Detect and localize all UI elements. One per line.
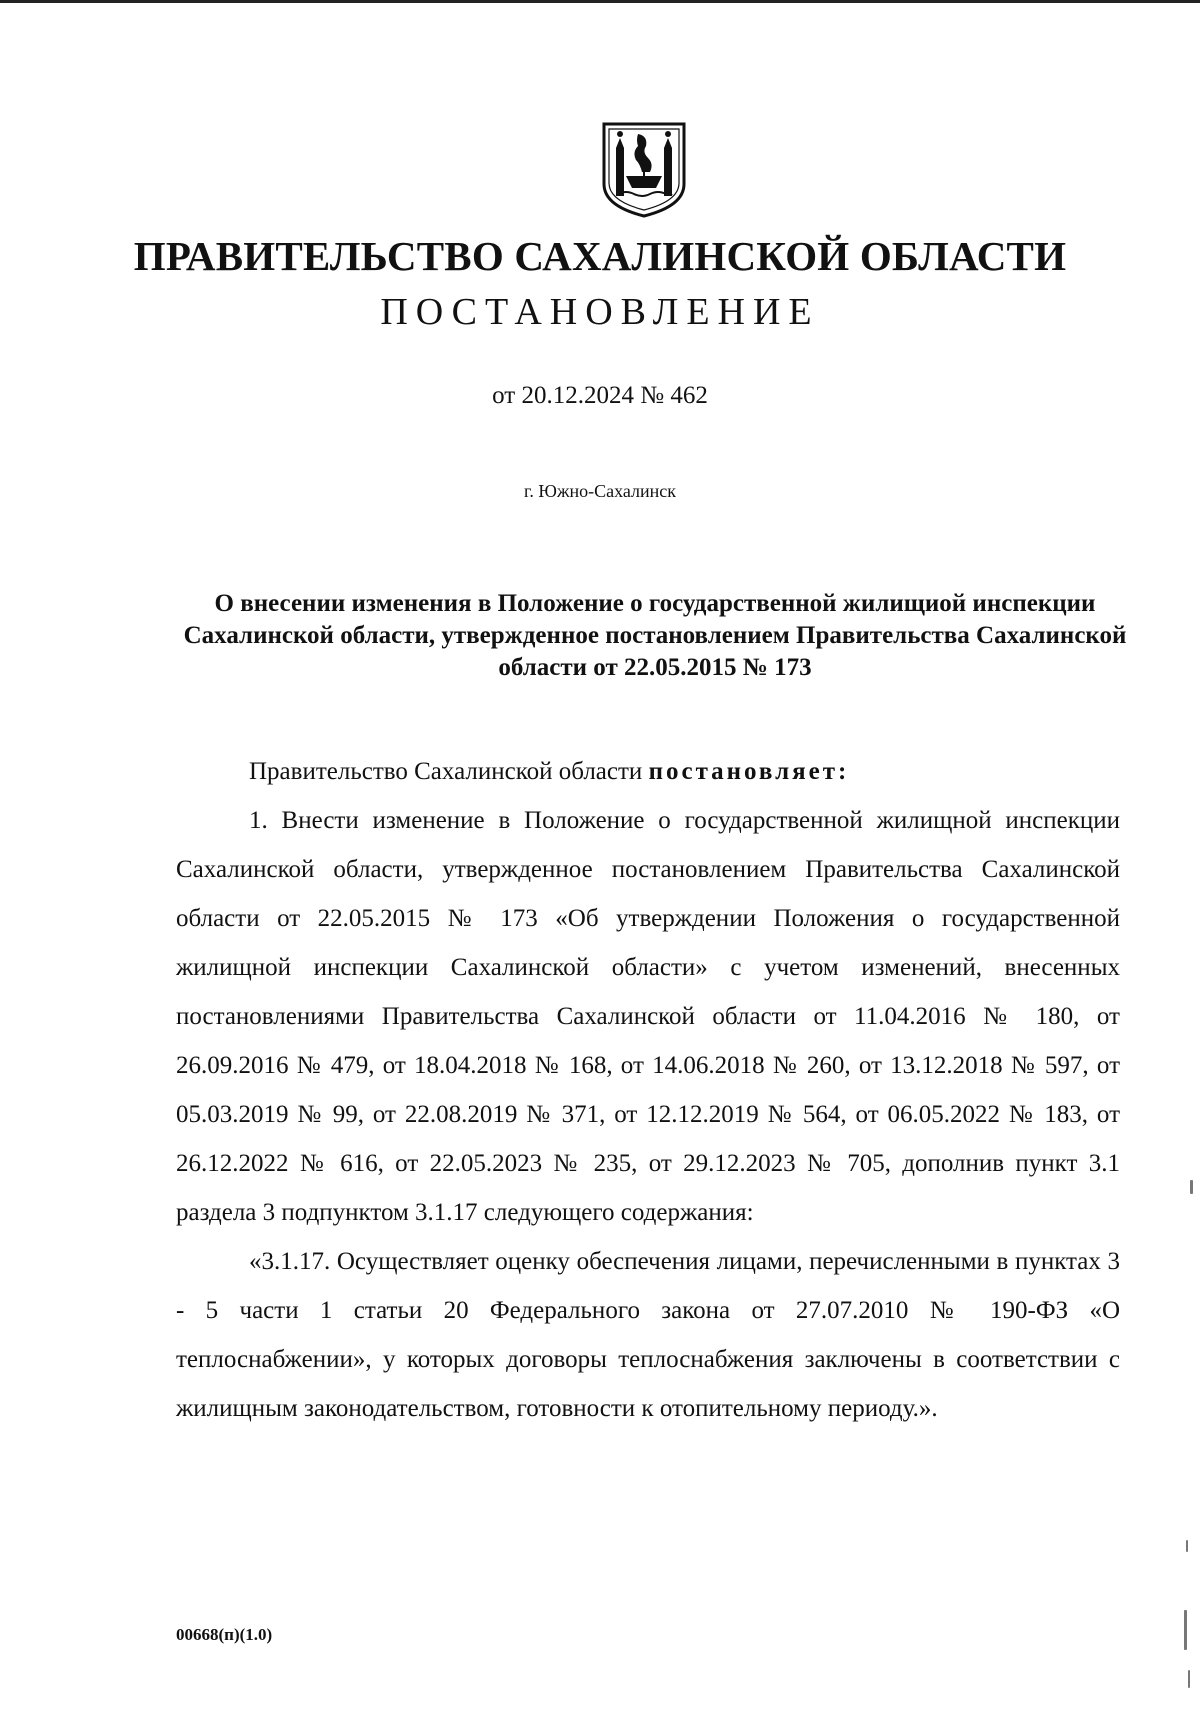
- scan-speck: [1190, 1180, 1193, 1194]
- paragraph-2: «3.1.17. Осуществляет оценку обеспечения лицами, перечисленными в пунктах 3 - 5 части 1 статьи 20 Федерального закона от 27.07.2010 № 190-ФЗ «О теплоснабжении», у которых договоры теплоснабжения заключены в соответствии с жилищным законодательством, готовности к отопительному периоду.».: [176, 1248, 1120, 1422]
- paragraph-1: 1. Внести изменение в Положение о государственной жилищной инспекции Сахалинской области, утвержденное постановлением Правительства Сахалинской области от 22.05.2015 № 173 «Об утверждении Положения о государственной жилищной инспекции Сахалинской области» с учетом изменений, внесенных постановлениями Правительства Сахалинской области от 11.04.2016 № 180, от 26.09.2016 № 479, от 18.04.2018 № 168, от 14.06.2018 № 260, от 13.12.2018 № 597, от 05.03.2019 № 99, от 22.08.2019 № 371, от 12.12.2019 № 564, от 06.05.2022 № 183, от 26.12.2022 № 616, от 22.05.2023 № 235, от 29.12.2023 № 705, дополнив пункт 3.1 раздела 3 подпунктом 3.1.17 следующего содержания:: [176, 807, 1120, 1226]
- intro-emphasis: постановляет:: [648, 758, 850, 785]
- sakhalin-coat-of-arms-icon: [596, 118, 692, 218]
- document-date-number: от 20.12.2024 № 462: [492, 382, 708, 409]
- intro-paragraph: [176, 747, 1120, 796]
- scan-speck: [1184, 1610, 1187, 1650]
- document-subject: О внесении изменения в Положение о государственной жилищиой инспекции Сахалинской области, утвержденное постановлением Правительства Сахалинской области от 22.05.2015 № 173: [183, 590, 1127, 681]
- government-title: ПРАВИТЕЛЬСТВО САХАЛИНСКОЙ ОБЛАСТИ: [133, 233, 1067, 279]
- document-city: г. Южно-Сахалинск: [523, 481, 677, 501]
- document-type: ПОСТАНОВЛЕНИЕ: [380, 291, 820, 333]
- scan-speck: [1188, 1670, 1190, 1688]
- page-top-border: [0, 0, 1200, 3]
- intro-prefix: Правительство Сахалинской области: [249, 758, 649, 785]
- document-body: [176, 747, 1120, 1433]
- document-code: 00668(п)(1.0): [176, 1625, 273, 1644]
- scan-speck: [1186, 1540, 1188, 1552]
